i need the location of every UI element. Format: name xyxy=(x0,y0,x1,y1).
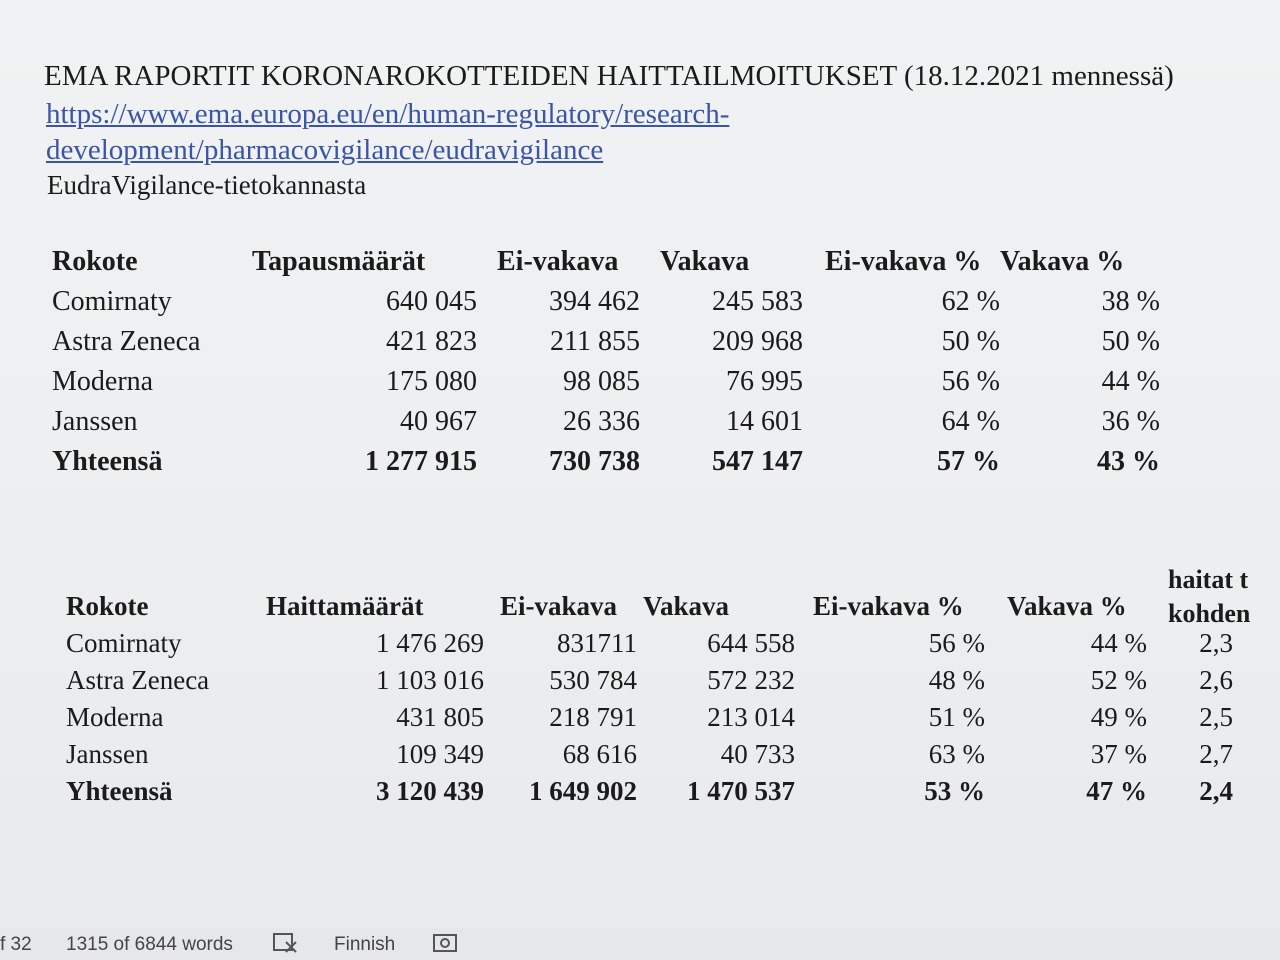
cases-cell-vakava-pct: 43 % xyxy=(1097,446,1160,477)
events-cell-count: 3 120 439 xyxy=(376,776,484,806)
events-cell-vakava-pct: 44 % xyxy=(1090,628,1147,658)
cases-cell-vakava-pct: 38 % xyxy=(1101,286,1160,317)
events-cell-count: 109 349 xyxy=(396,739,484,769)
header-ei-vakava: Ei-vakava xyxy=(497,246,619,277)
header-vakava-pct: Vakava % xyxy=(1000,246,1125,277)
events-cell-vakava: 1 470 537 xyxy=(687,776,795,806)
events-cell-vakava: 213 014 xyxy=(707,702,795,732)
table-total-row xyxy=(52,442,1160,482)
events-cell-vakava: 644 558 xyxy=(707,628,795,658)
cases-cell-vaccine: Moderna xyxy=(52,366,154,397)
events-cell-ratio: 2,5 xyxy=(1199,702,1233,732)
events-cell-count: 1 103 016 xyxy=(376,665,484,695)
events-cell-vaccine: Janssen xyxy=(66,739,149,769)
cases-cell-vakava-pct: 36 % xyxy=(1101,406,1160,437)
cases-cell-ei-vakava-pct: 56 % xyxy=(941,366,1000,397)
events-cell-vakava: 40 733 xyxy=(720,739,795,769)
events-cell-ratio: 2,6 xyxy=(1199,665,1233,695)
ema-link-line1[interactable]: https://www.ema.europa.eu/en/human-regulatory/research- xyxy=(46,98,730,130)
cases-cell-count: 640 045 xyxy=(386,286,477,317)
events-cell-vaccine: Moderna xyxy=(66,702,164,732)
table-row xyxy=(52,402,1160,442)
focus-icon[interactable] xyxy=(432,932,458,954)
events-cell-ei-vakava: 530 784 xyxy=(549,665,637,695)
events-cell-vakava: 572 232 xyxy=(707,665,795,695)
events-cell-vaccine: Comirnaty xyxy=(66,628,182,658)
cases-cell-vakava: 245 583 xyxy=(712,286,803,317)
events-cell-count: 1 476 269 xyxy=(376,628,484,658)
events-cell-ei-vakava: 1 649 902 xyxy=(529,776,637,806)
events-cell-vakava-pct: 52 % xyxy=(1090,665,1147,695)
header-tapausmaarat: Tapausmäärät xyxy=(252,246,426,277)
header-vakava-pct: Vakava % xyxy=(1007,591,1127,621)
haitat-header-line2: kohden xyxy=(1168,599,1251,628)
events-cell-ei-vakava-pct: 53 % xyxy=(924,776,985,806)
cases-cell-ei-vakava-pct: 62 % xyxy=(941,286,1000,317)
table-row xyxy=(66,662,1233,699)
events-cell-ratio: 2,7 xyxy=(1199,739,1233,769)
cases-cell-vaccine: Comirnaty xyxy=(52,286,172,317)
cases-cell-ei-vakava: 394 462 xyxy=(549,286,640,317)
cases-cell-ei-vakava-pct: 57 % xyxy=(937,446,1000,477)
events-cell-ei-vakava-pct: 48 % xyxy=(928,665,985,695)
focus-icon-svg xyxy=(432,932,458,954)
header-haittamaarat: Haittamäärät xyxy=(266,591,424,621)
cases-cell-ei-vakava: 98 085 xyxy=(563,366,640,397)
table-row xyxy=(66,699,1233,736)
cases-cell-vakava: 547 147 xyxy=(712,446,803,477)
proofing-icon-svg xyxy=(272,932,298,954)
events-cell-vakava-pct: 37 % xyxy=(1090,739,1147,769)
source-text: EudraVigilance-tietokannasta xyxy=(47,170,367,200)
events-cell-count: 431 805 xyxy=(396,702,484,732)
table-header-row xyxy=(66,588,1233,625)
cases-cell-vakava-pct: 44 % xyxy=(1101,366,1160,397)
cases-cell-vaccine: Astra Zeneca xyxy=(52,326,201,357)
header-vakava: Vakava xyxy=(660,246,750,277)
cases-cell-count: 421 823 xyxy=(386,326,477,357)
word-count[interactable]: 1315 of 6844 words xyxy=(66,934,233,955)
table-total-row xyxy=(66,773,1233,810)
table-header-row xyxy=(52,242,1160,282)
cases-cell-vakava: 76 995 xyxy=(726,366,803,397)
table-row xyxy=(52,282,1160,322)
cases-cell-ei-vakava: 26 336 xyxy=(563,406,640,437)
events-cell-vakava-pct: 49 % xyxy=(1090,702,1147,732)
header-ei-vakava-pct: Ei-vakava % xyxy=(825,246,982,277)
cases-cell-vakava-pct: 50 % xyxy=(1101,326,1160,357)
table-row xyxy=(66,625,1233,662)
cases-cell-vaccine: Yhteensä xyxy=(52,446,163,477)
events-cell-vaccine: Astra Zeneca xyxy=(66,665,210,695)
document-title: EMA RAPORTIT KORONAROKOTTEIDEN HAITTAILMOITUKSET (18.12.2021 mennessä) xyxy=(44,60,1174,92)
cases-cell-ei-vakava: 730 738 xyxy=(549,446,640,477)
header-rokote: Rokote xyxy=(66,591,149,621)
cases-cell-vakava: 14 601 xyxy=(726,406,803,437)
cases-cell-count: 1 277 915 xyxy=(365,446,477,477)
status-bar xyxy=(0,928,1280,960)
events-cell-ratio: 2,4 xyxy=(1199,776,1233,806)
table-row xyxy=(52,322,1160,362)
events-cell-vaccine: Yhteensä xyxy=(66,776,173,806)
page-count[interactable]: f 32 xyxy=(0,934,32,955)
proofing-icon[interactable] xyxy=(272,932,298,954)
events-cell-vakava-pct: 47 % xyxy=(1086,776,1147,806)
cases-cell-vaccine: Janssen xyxy=(52,406,138,437)
haitat-header-line1: haitat t xyxy=(1168,565,1249,594)
table-row xyxy=(52,362,1160,402)
events-cell-ei-vakava: 831711 xyxy=(557,628,637,658)
cases-cell-ei-vakava-pct: 50 % xyxy=(941,326,1000,357)
table-row xyxy=(66,736,1233,773)
events-cell-ei-vakava-pct: 51 % xyxy=(928,702,985,732)
header-haitat-ratio xyxy=(1147,588,1233,625)
cases-cell-count: 175 080 xyxy=(386,366,477,397)
header-rokote: Rokote xyxy=(52,246,138,277)
events-cell-ei-vakava: 68 616 xyxy=(562,739,637,769)
cases-cell-ei-vakava: 211 855 xyxy=(550,326,640,357)
cases-cell-count: 40 967 xyxy=(400,406,477,437)
cases-cell-vakava: 209 968 xyxy=(712,326,803,357)
adverse-events-table xyxy=(66,588,1233,810)
events-cell-ei-vakava-pct: 56 % xyxy=(928,628,985,658)
header-ei-vakava-pct: Ei-vakava % xyxy=(813,591,964,621)
events-cell-ei-vakava: 218 791 xyxy=(549,702,637,732)
header-ei-vakava: Ei-vakava xyxy=(500,591,618,621)
header-vakava: Vakava xyxy=(643,591,730,621)
cases-table xyxy=(52,242,1160,482)
events-cell-ratio: 2,3 xyxy=(1199,628,1233,658)
ema-link-line2[interactable]: development/pharmacovigilance/eudravigilance xyxy=(46,134,604,166)
cases-cell-ei-vakava-pct: 64 % xyxy=(941,406,1000,437)
events-cell-ei-vakava-pct: 63 % xyxy=(928,739,985,769)
language-indicator[interactable]: Finnish xyxy=(334,934,396,955)
